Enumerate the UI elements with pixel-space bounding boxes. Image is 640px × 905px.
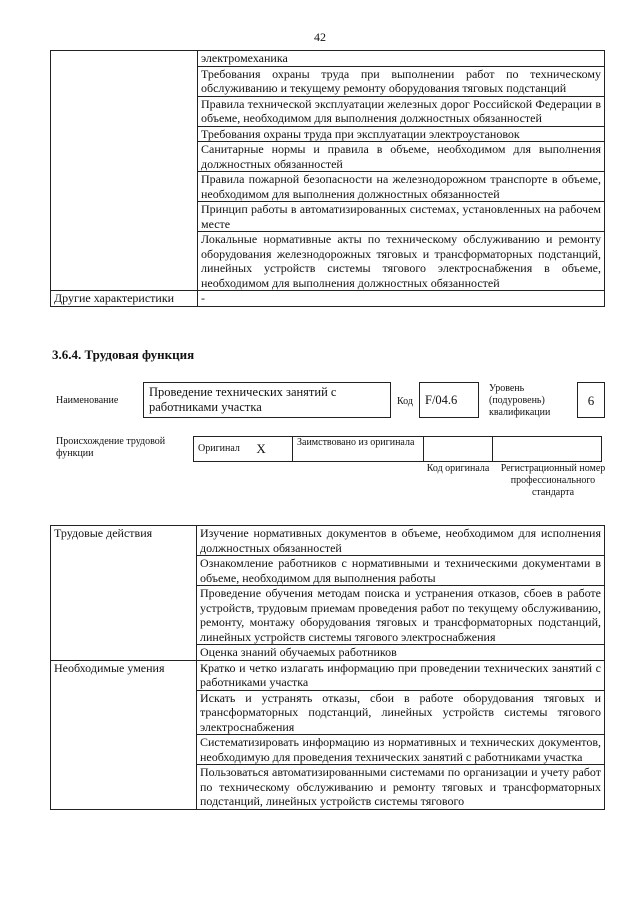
borrowed-label: Заимствовано из оригинала — [293, 437, 424, 462]
row-item: Правила пожарной безопасности на железнодорожном транспорте в объеме, необходимом для выполнения должностных обязанностей — [198, 172, 605, 202]
function-name-box: Проведение технических занятий с работниками участка — [143, 382, 391, 418]
table-row — [51, 51, 605, 67]
row-item: Кратко и четко излагать информацию при проведении технических занятий с работниками участка — [197, 660, 605, 690]
row-item: - — [198, 291, 605, 307]
row-item: Локальные нормативные акты по техническому обслуживанию и ремонту оборудования железнодорожных тяговых и трансформаторных подстанций, линейных устройств системы тягового электроснабжения в объеме, необходимом для выполнения должностных обязанностей — [198, 232, 605, 291]
name-label: Наименование — [56, 395, 119, 406]
row-item: Систематизировать информацию из нормативных и технических документов, необходимую для проведения технических занятий с работниками участка — [197, 735, 605, 765]
code-original-caption: Код оригинала — [426, 463, 490, 474]
row-item: Принцип работы в автоматизированных системах, установленных на рабочем месте — [198, 202, 605, 232]
origin-label: Происхождение трудовой функции — [56, 436, 166, 459]
code-label: Код — [397, 396, 413, 407]
row-item: Проведение обучения методам поиска и устранения отказов, сбоев в работе устройств, трудовым приемам проведения работ по текущему обслуживанию, ремонту, монтажу оборудования тяговых и трансформаторных подстанций, линейных устройств системы тягового электроснабжения — [197, 586, 605, 645]
table-row — [51, 291, 605, 307]
page-number: 42 — [314, 30, 326, 44]
row-label: Другие характеристики — [51, 291, 198, 307]
actions-skills-table — [50, 525, 605, 810]
original-mark: X — [256, 440, 266, 456]
row-item: Пользоваться автоматизированными системами по организации и учету работ по техническому обслуживанию и ремонту тяговых и трансформаторных подстанций, линейных устройств системы тягового — [197, 765, 605, 810]
row-item: электромеханика — [198, 51, 605, 67]
code-original-cell — [424, 437, 493, 462]
knowledge-table — [50, 50, 605, 307]
origin-table — [193, 436, 602, 462]
function-code-box: F/04.6 — [419, 382, 479, 418]
row-label: Трудовые действия — [51, 526, 197, 661]
table-row — [51, 526, 605, 556]
row-item: Искать и устранять отказы, сбои в работе оборудования тяговых и трансформаторных подстанций, линейных устройств системы тягового электроснабжения — [197, 690, 605, 735]
row-item: Санитарные нормы и правила в объеме, необходимом для выполнения должностных обязанностей — [198, 142, 605, 172]
reg-number-cell — [493, 437, 602, 462]
reg-number-caption: Регистрационный номер профессионального стандарта — [500, 463, 606, 498]
original-label: Оригинал — [198, 443, 240, 454]
row-item: Оценка знаний обучаемых работников — [197, 645, 605, 661]
original-cell — [194, 437, 293, 462]
table-row — [51, 660, 605, 690]
row-item: Правила технической эксплуатации железных дорог Российской Федерации в объеме, необходимом для выполнения должностных обязанностей — [198, 96, 605, 126]
row-item: Требования охраны труда при эксплуатации электроустановок — [198, 126, 605, 142]
row-item: Ознакомление работников с нормативными и техническими документами в объеме, необходимом для выполнения работы — [197, 556, 605, 586]
level-value-box: 6 — [577, 382, 605, 418]
level-label: Уровень (подуровень) квалификации — [489, 383, 551, 418]
row-item: Изучение нормативных документов в объеме, необходимом для исполнения должностных обязанностей — [197, 526, 605, 556]
section-title: 3.6.4. Трудовая функция — [52, 347, 195, 362]
row-label: Необходимые умения — [51, 660, 197, 809]
row-label — [51, 51, 198, 291]
row-item: Требования охраны труда при выполнении работ по техническому обслуживанию и текущему ремонту оборудования тяговых подстанций — [198, 66, 605, 96]
